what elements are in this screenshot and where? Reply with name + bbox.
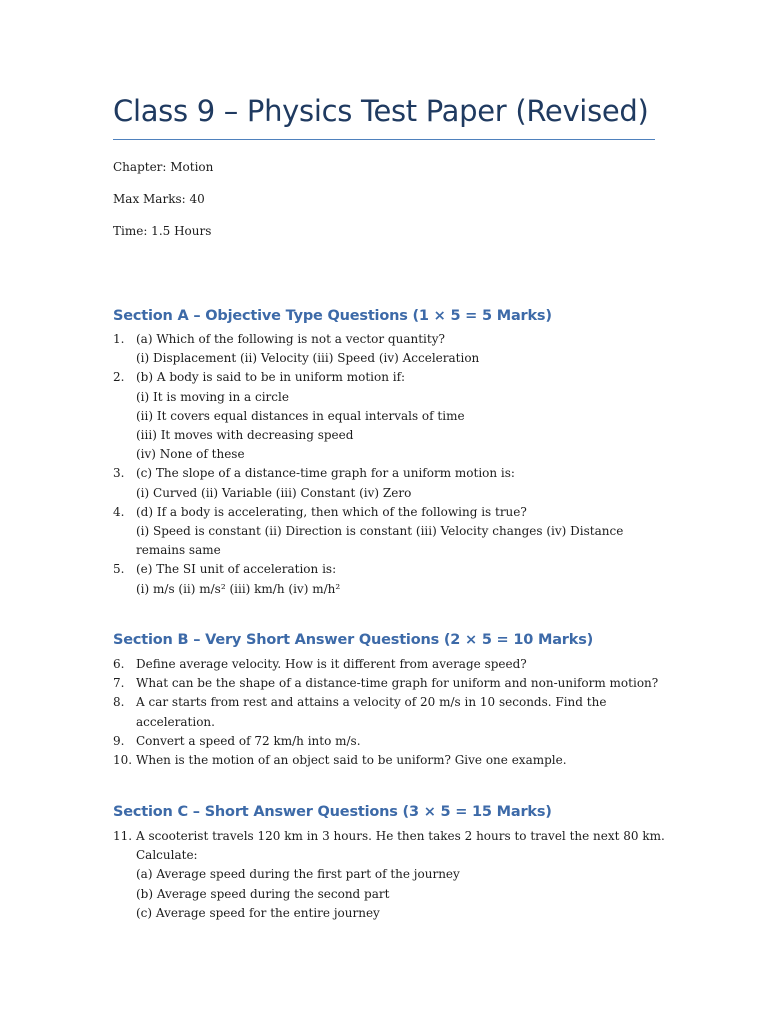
question-number: 5.	[113, 562, 125, 577]
question-options: (i) Curved (ii) Variable (iii) Constant (iv) Zero	[136, 485, 412, 500]
section-c-questions	[113, 827, 665, 923]
question-8	[113, 693, 658, 731]
question-part-a: (a) Average speed during the first part of the journey	[136, 867, 460, 882]
question-option: (iv) None of these	[136, 447, 245, 462]
section-a-heading: Section A – Objective Type Questions (1 × 5 = 5 Marks)	[113, 308, 552, 324]
section-a-questions	[113, 330, 658, 599]
question-text: Define average velocity. How is it different from average speed?	[136, 657, 527, 671]
question-number: 2.	[113, 370, 125, 385]
question-9	[113, 732, 658, 751]
question-4	[113, 503, 658, 561]
section-b-heading: Section B – Very Short Answer Questions (2 × 5 = 10 Marks)	[113, 632, 594, 648]
question-text: (a) Which of the following is not a vector quantity?	[136, 332, 445, 346]
question-option: (i) It is moving in a circle	[136, 389, 289, 404]
question-3	[113, 464, 658, 502]
question-number: 9.	[113, 733, 125, 748]
question-options-continued: remains same	[136, 543, 221, 558]
question-text: (c) The slope of a distance-time graph for a uniform motion is:	[136, 466, 515, 481]
question-2	[113, 368, 658, 464]
question-part-b: (b) Average speed during the second part	[136, 886, 390, 901]
title-divider	[113, 139, 655, 140]
question-options: (i) m/s (ii) m/s² (iii) km/h (iv) m/h²	[136, 581, 341, 596]
question-text: A scooterist travels 120 km in 3 hours. He then takes 2 hours to travel the next 80 km.	[136, 829, 665, 843]
question-option: (ii) It covers equal distances in equal intervals of time	[136, 408, 465, 423]
section-c-heading: Section C – Short Answer Questions (3 × 5 = 15 Marks)	[113, 804, 552, 820]
section-b-questions	[113, 655, 658, 770]
question-text-continued: acceleration.	[136, 714, 215, 729]
page-title: Class 9 – Physics Test Paper (Revised)	[113, 94, 649, 128]
question-1	[113, 330, 658, 368]
question-6	[113, 655, 658, 674]
question-text: Convert a speed of 72 km/h into m/s.	[136, 733, 361, 748]
max-marks-line: Max Marks: 40	[113, 192, 205, 206]
question-option: (iii) It moves with decreasing speed	[136, 428, 354, 443]
question-5	[113, 560, 658, 598]
question-11	[113, 827, 665, 923]
question-text: What can be the shape of a distance-time graph for uniform and non-uniform motion?	[136, 676, 659, 691]
question-text: When is the motion of an object said to be uniform? Give one example.	[136, 753, 567, 768]
question-number: 10.	[113, 753, 133, 768]
question-part-c: (c) Average speed for the entire journey	[136, 905, 380, 920]
question-options: (i) Speed is constant (ii) Direction is constant (iii) Velocity changes (iv) Distance	[136, 524, 624, 539]
question-number: 3.	[113, 466, 125, 481]
chapter-line: Chapter: Motion	[113, 160, 214, 174]
question-10	[113, 751, 658, 770]
question-text: (d) If a body is accelerating, then which of the following is true?	[136, 504, 527, 519]
question-number: 7.	[113, 676, 125, 691]
question-text-continued: Calculate:	[136, 848, 198, 863]
question-number: 11.	[113, 829, 133, 843]
question-7	[113, 674, 658, 693]
question-options: (i) Displacement (ii) Velocity (iii) Speed (iv) Acceleration	[136, 351, 480, 366]
question-text: (e) The SI unit of acceleration is:	[136, 562, 337, 577]
question-text: A car starts from rest and attains a velocity of 20 m/s in 10 seconds. Find the	[136, 695, 607, 710]
time-line: Time: 1.5 Hours	[113, 224, 212, 238]
question-number: 1.	[113, 332, 125, 346]
question-number: 8.	[113, 695, 125, 710]
question-number: 4.	[113, 504, 125, 519]
question-text: (b) A body is said to be in uniform motion if:	[136, 370, 406, 385]
question-number: 6.	[113, 657, 125, 671]
